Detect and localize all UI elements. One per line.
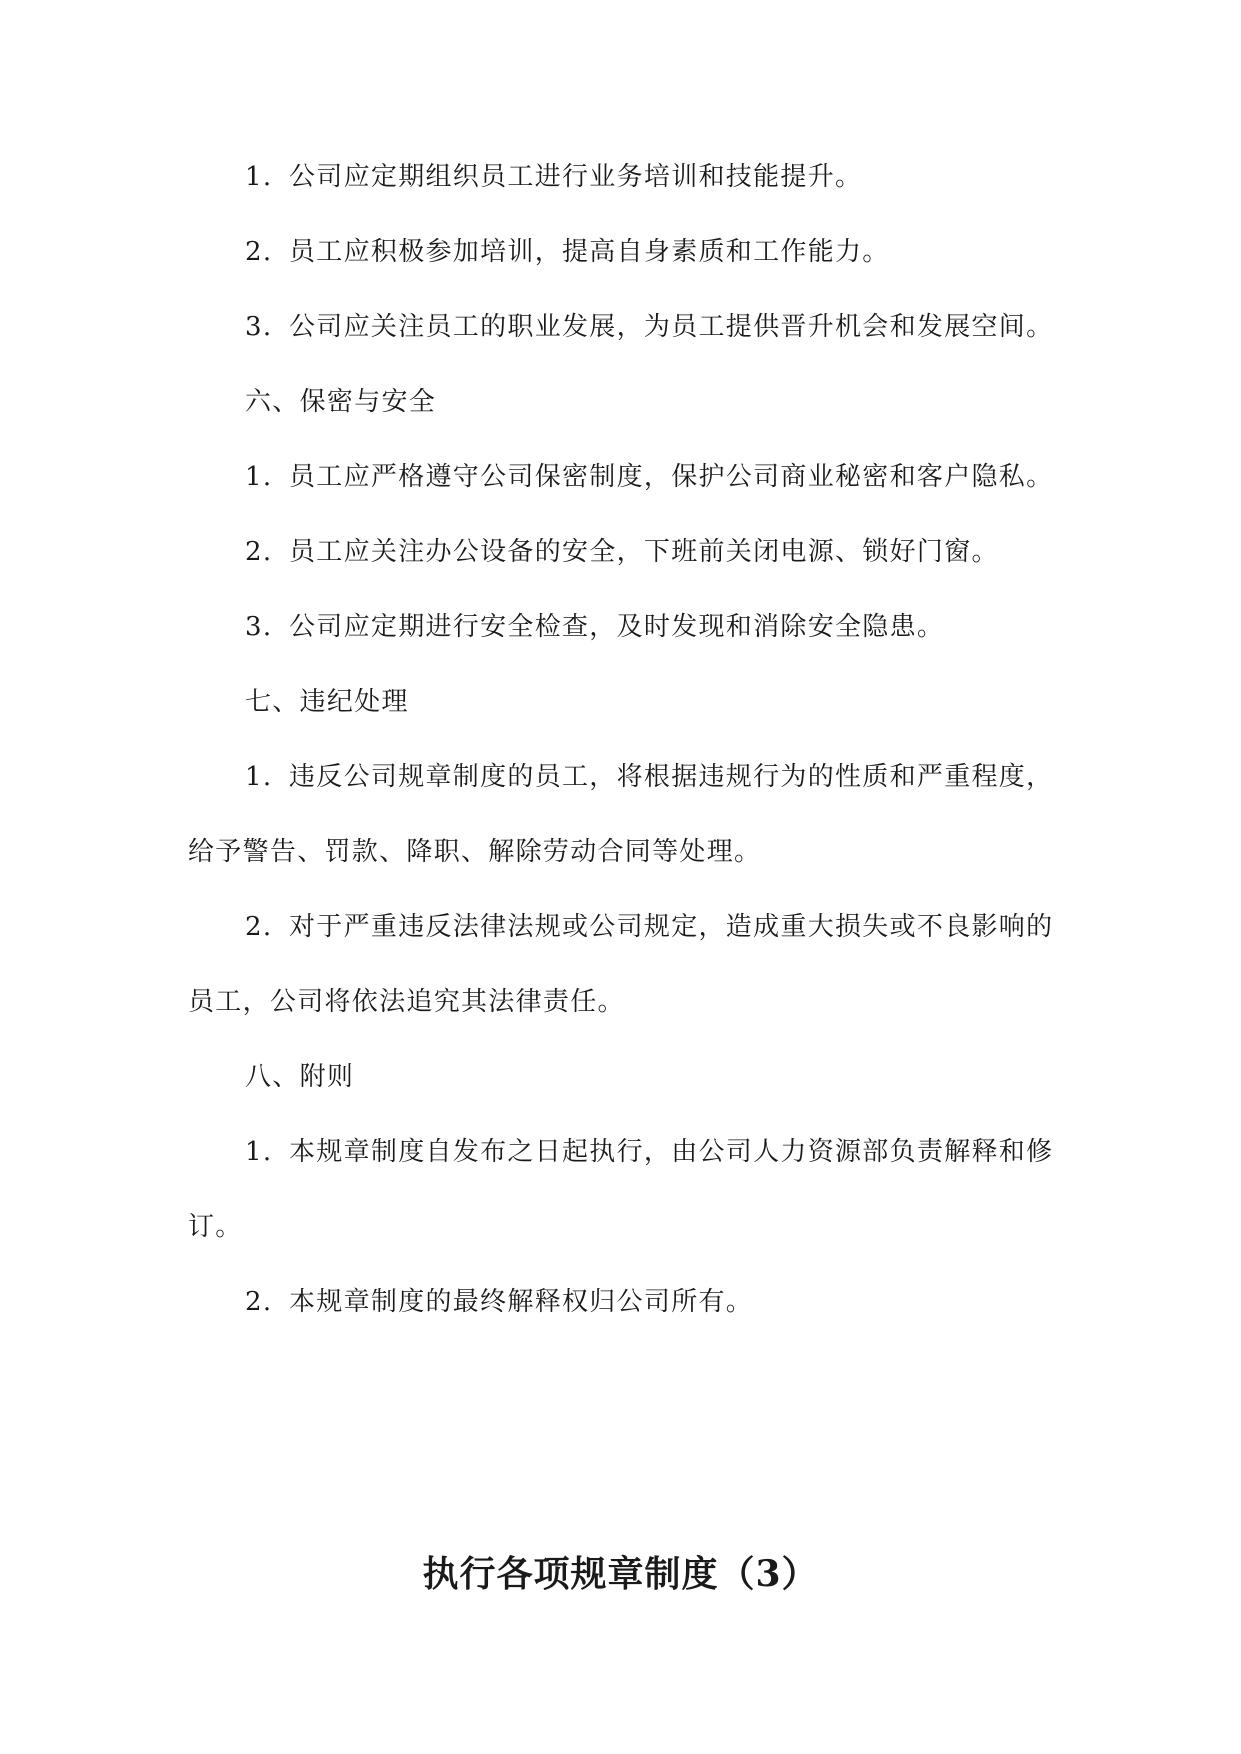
item-text: 对于严重违反法律法规或公司规定，造成重大损失或不良影响的员工，公司将依法追究其法律责任。 bbox=[188, 912, 1054, 1017]
item-number: 3. bbox=[245, 612, 273, 642]
item-text: 员工应积极参加培训，提高自身素质和工作能力。 bbox=[289, 237, 890, 267]
section-heading: 六、保密与安全 bbox=[245, 387, 437, 417]
item-text: 本规章制度的最终解释权归公司所有。 bbox=[289, 1287, 754, 1317]
list-item bbox=[188, 290, 1054, 365]
section-heading: 七、违纪处理 bbox=[245, 687, 409, 717]
list-item bbox=[188, 740, 1054, 890]
item-text: 员工应关注办公设备的安全，下班前关闭电源、锁好门窗。 bbox=[289, 537, 999, 567]
list-item bbox=[188, 1115, 1054, 1265]
item-number: 2. bbox=[245, 912, 273, 942]
item-text: 违反公司规章制度的员工，将根据违规行为的性质和严重程度，给予警告、罚款、降职、解除劳动合同等处理。 bbox=[188, 762, 1054, 867]
section-heading: 八、附则 bbox=[245, 1062, 355, 1092]
item-number: 1. bbox=[245, 462, 273, 492]
list-item bbox=[188, 1265, 1054, 1340]
item-number: 2. bbox=[245, 237, 273, 267]
item-number: 3. bbox=[245, 312, 273, 342]
list-item bbox=[188, 140, 1054, 215]
item-number: 1. bbox=[245, 162, 273, 192]
item-number: 1. bbox=[245, 762, 273, 792]
item-text: 公司应定期组织员工进行业务培训和技能提升。 bbox=[289, 162, 863, 192]
list-item bbox=[188, 440, 1054, 515]
item-number: 2. bbox=[245, 1287, 273, 1317]
list-item bbox=[188, 515, 1054, 590]
item-number: 2. bbox=[245, 537, 273, 567]
list-item bbox=[188, 890, 1054, 1040]
document-body bbox=[188, 140, 1054, 1340]
item-text: 员工应严格遵守公司保密制度，保护公司商业秘密和客户隐私。 bbox=[289, 462, 1054, 492]
document-title: 执行各项规章制度（3） bbox=[422, 1553, 819, 1595]
list-item bbox=[188, 590, 1054, 665]
item-text: 公司应关注员工的职业发展，为员工提供晋升机会和发展空间。 bbox=[289, 312, 1054, 342]
item-number: 1. bbox=[245, 1137, 273, 1167]
item-text: 本规章制度自发布之日起执行，由公司人力资源部负责解释和修订。 bbox=[188, 1137, 1054, 1242]
item-text: 公司应定期进行安全检查，及时发现和消除安全隐患。 bbox=[289, 612, 945, 642]
list-item bbox=[188, 215, 1054, 290]
